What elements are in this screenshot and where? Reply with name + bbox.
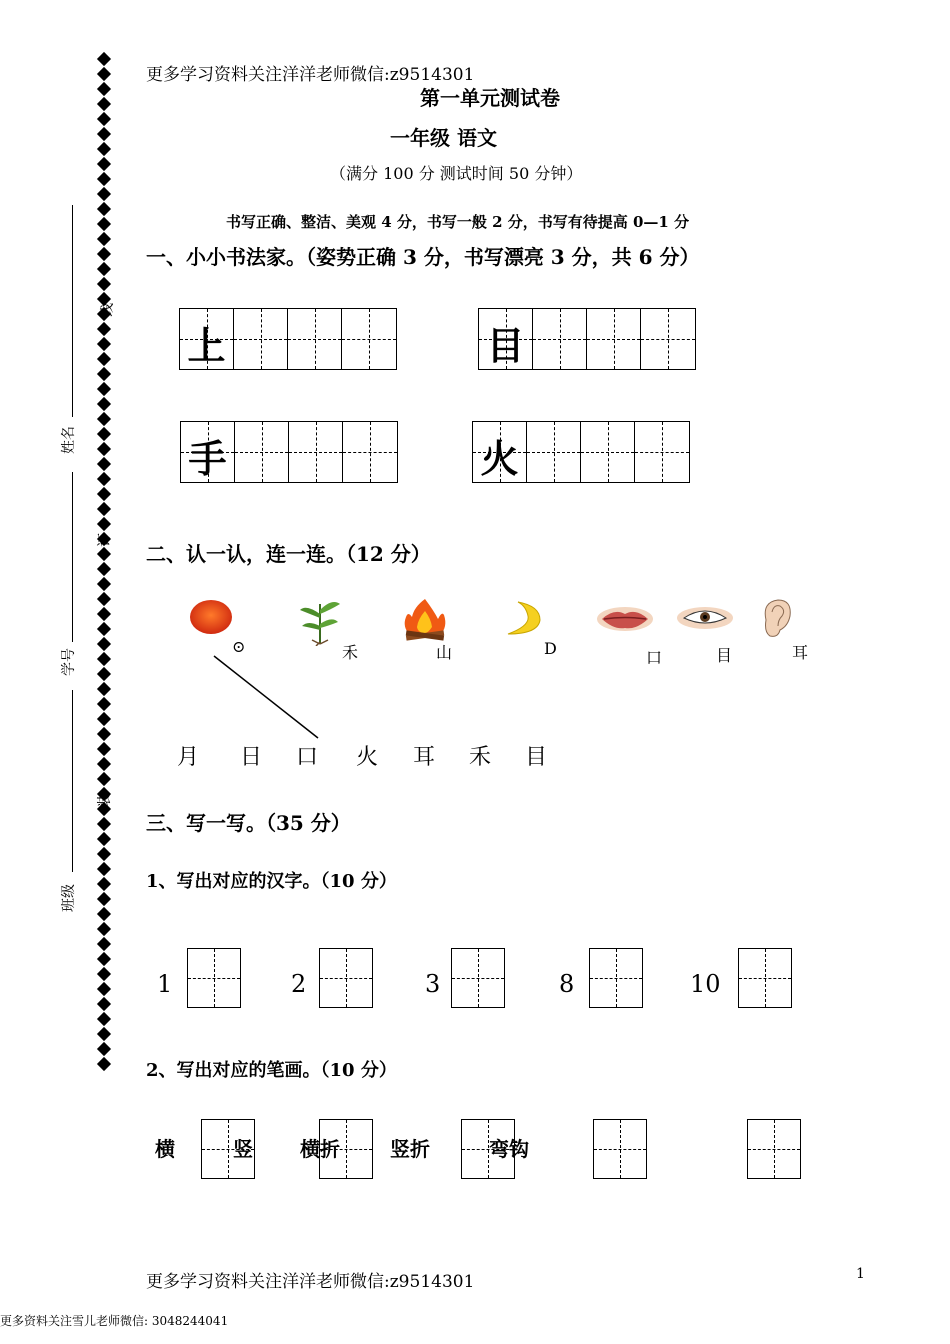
diamond-mark <box>97 832 111 846</box>
number-field-line[interactable] <box>72 472 73 642</box>
section3-heading: 三、写一写。（35 分） <box>146 811 351 835</box>
exam-meta: （满分 100 分 测试时间 50 分钟） <box>330 164 583 183</box>
answer-box[interactable] <box>319 948 373 1008</box>
diamond-mark <box>97 112 111 126</box>
page-title: 第一单元测试卷 <box>420 86 560 110</box>
glyph-grain: 禾 <box>342 643 359 662</box>
stroke-label: 竖折 <box>390 1137 430 1161</box>
diamond-mark <box>97 607 111 621</box>
diamond-mark <box>97 412 111 426</box>
glyph-mouth: 口 <box>646 648 663 667</box>
writing-cell[interactable] <box>289 422 343 482</box>
match-char-5[interactable]: 耳 <box>413 745 436 770</box>
diamond-mark <box>97 892 111 906</box>
writing-note: 书写正确、整洁、美观 4 分，书写一般 2 分，书写有待提高 0—1 分 <box>226 213 690 231</box>
moon-icon <box>504 600 544 636</box>
diamond-mark <box>97 82 111 96</box>
diamond-mark <box>97 517 111 531</box>
calligraphy-row-3 <box>180 421 398 483</box>
number-label: 3 <box>425 970 441 998</box>
diamond-mark <box>97 622 111 636</box>
stroke-label: 弯钩 <box>489 1137 529 1161</box>
diamond-mark <box>97 322 111 336</box>
diamond-mark <box>97 442 111 456</box>
answer-box[interactable] <box>593 1119 647 1179</box>
answer-box[interactable] <box>451 948 505 1008</box>
model-cell <box>181 422 235 482</box>
page-number: 1 <box>856 1266 865 1282</box>
diamond-mark <box>97 97 111 111</box>
match-char-3[interactable]: 口 <box>296 745 319 770</box>
model-cell <box>180 309 234 369</box>
number-label: 1 <box>157 970 173 998</box>
name-label: 姓名 <box>61 426 77 454</box>
match-char-2[interactable]: 日 <box>240 745 263 770</box>
diamond-mark <box>97 337 111 351</box>
diamond-mark <box>97 487 111 501</box>
diamond-mark <box>97 937 111 951</box>
answer-box[interactable] <box>187 948 241 1008</box>
model-char: 上 <box>187 324 226 368</box>
glyph-eye: 目 <box>716 646 733 665</box>
section2-heading: 二、认一认，连一连。（12 分） <box>146 542 431 566</box>
diamond-mark <box>97 862 111 876</box>
class-label: 班级 <box>61 884 77 912</box>
diamond-mark <box>97 652 111 666</box>
diamond-mark <box>97 472 111 486</box>
diamond-mark <box>97 997 111 1011</box>
diamond-mark <box>97 922 111 936</box>
diamond-mark <box>97 637 111 651</box>
diamond-mark <box>97 817 111 831</box>
answer-box[interactable] <box>589 948 643 1008</box>
class-field-line[interactable] <box>72 690 73 872</box>
diamond-mark <box>97 52 111 66</box>
answer-box[interactable] <box>747 1119 801 1179</box>
sun-icon <box>188 598 234 638</box>
name-field-line[interactable] <box>72 205 73 417</box>
page-subtitle: 一年级 语文 <box>390 126 497 150</box>
calligraphy-row-4 <box>472 421 690 483</box>
glyph-moon: D <box>544 639 557 658</box>
writing-cell[interactable] <box>234 309 288 369</box>
glyph-ear: 耳 <box>792 643 809 662</box>
promo-bottom: 更多学习资料关注洋洋老师微信:z9514301 <box>146 1272 475 1292</box>
diamond-mark <box>97 727 111 741</box>
diamond-mark <box>97 742 111 756</box>
diamond-mark <box>97 592 111 606</box>
calligraphy-row-1 <box>179 308 397 370</box>
writing-cell[interactable] <box>527 422 581 482</box>
diamond-mark <box>97 772 111 786</box>
number-label: 8 <box>559 970 575 998</box>
writing-cell[interactable] <box>587 309 641 369</box>
diamond-mark <box>97 172 111 186</box>
diamond-mark <box>97 847 111 861</box>
stroke-label: 横折 <box>300 1137 340 1161</box>
model-char: 手 <box>188 437 227 481</box>
model-char: 火 <box>480 437 519 481</box>
diamond-mark <box>97 367 111 381</box>
diamond-mark <box>97 547 111 561</box>
match-char-6[interactable]: 禾 <box>469 745 492 770</box>
fire-icon <box>398 597 452 641</box>
model-char: 目 <box>486 324 525 368</box>
diamond-mark <box>97 577 111 591</box>
diamond-mark <box>97 757 111 771</box>
diamond-mark <box>97 562 111 576</box>
eye-icon <box>676 606 734 630</box>
question2-heading: 2、写出对应的笔画。（10 分） <box>146 1060 397 1081</box>
sample-connect-line <box>210 652 322 742</box>
writing-cell[interactable] <box>288 309 342 369</box>
mouth-icon <box>596 606 654 632</box>
writing-cell[interactable] <box>533 309 587 369</box>
model-cell <box>479 309 533 369</box>
ear-icon <box>760 598 794 640</box>
diamond-mark <box>97 1027 111 1041</box>
diamond-mark <box>97 502 111 516</box>
glyph-fire: 山 <box>436 643 453 662</box>
diamond-mark <box>97 202 111 216</box>
model-cell <box>473 422 527 482</box>
seedling-icon <box>296 596 344 646</box>
diamond-mark <box>97 907 111 921</box>
diamond-mark <box>97 967 111 981</box>
student-number-label: 学号 <box>61 648 77 676</box>
stroke-label: 横 <box>155 1137 175 1161</box>
answer-box[interactable] <box>738 948 792 1008</box>
diamond-mark <box>97 247 111 261</box>
section1-heading: 一、小小书法家。（姿势正确 3 分，书写漂亮 3 分，共 6 分） <box>146 245 700 269</box>
diamond-mark <box>97 1012 111 1026</box>
diamond-mark <box>97 187 111 201</box>
calligraphy-row-2 <box>478 308 696 370</box>
writing-cell[interactable] <box>635 422 689 482</box>
writing-cell[interactable] <box>235 422 289 482</box>
writing-cell[interactable] <box>342 309 396 369</box>
match-char-4[interactable]: 火 <box>356 745 379 770</box>
diamond-mark <box>97 1057 111 1071</box>
number-label: 10 <box>690 970 721 998</box>
diamond-mark <box>97 697 111 711</box>
diamond-mark <box>97 877 111 891</box>
diamond-mark <box>97 217 111 231</box>
match-char-1[interactable]: 月 <box>177 745 200 770</box>
diamond-mark <box>97 262 111 276</box>
diamond-mark <box>97 457 111 471</box>
number-label: 2 <box>291 970 307 998</box>
diamond-mark <box>97 67 111 81</box>
binding-line-label: 线 <box>100 303 116 317</box>
diamond-mark <box>97 712 111 726</box>
diamond-mark <box>97 982 111 996</box>
question1-heading: 1、写出对应的汉字。（10 分） <box>146 871 397 892</box>
diamond-mark <box>97 382 111 396</box>
glyph-sun: ⊙ <box>232 637 246 656</box>
match-char-7[interactable]: 目 <box>525 745 548 770</box>
diamond-mark <box>97 352 111 366</box>
binding-order-label: 订 <box>97 533 113 547</box>
diamond-mark <box>97 682 111 696</box>
writing-cell[interactable] <box>343 422 397 482</box>
diamond-mark <box>97 142 111 156</box>
diamond-mark <box>97 397 111 411</box>
footer-note: 更多资料关注雪儿老师微信: 3048244041 <box>0 1314 229 1328</box>
diamond-mark <box>97 157 111 171</box>
diamond-mark <box>97 667 111 681</box>
diamond-mark <box>97 127 111 141</box>
diamond-mark <box>97 427 111 441</box>
diamond-mark <box>97 1042 111 1056</box>
promo-top: 更多学习资料关注洋洋老师微信:z9514301 <box>146 65 475 85</box>
writing-cell[interactable] <box>641 309 695 369</box>
binding-bind-label: 装 <box>97 793 113 807</box>
stroke-label: 竖 <box>233 1137 253 1161</box>
writing-cell[interactable] <box>581 422 635 482</box>
diamond-mark <box>97 952 111 966</box>
diamond-mark <box>97 277 111 291</box>
diamond-mark <box>97 232 111 246</box>
